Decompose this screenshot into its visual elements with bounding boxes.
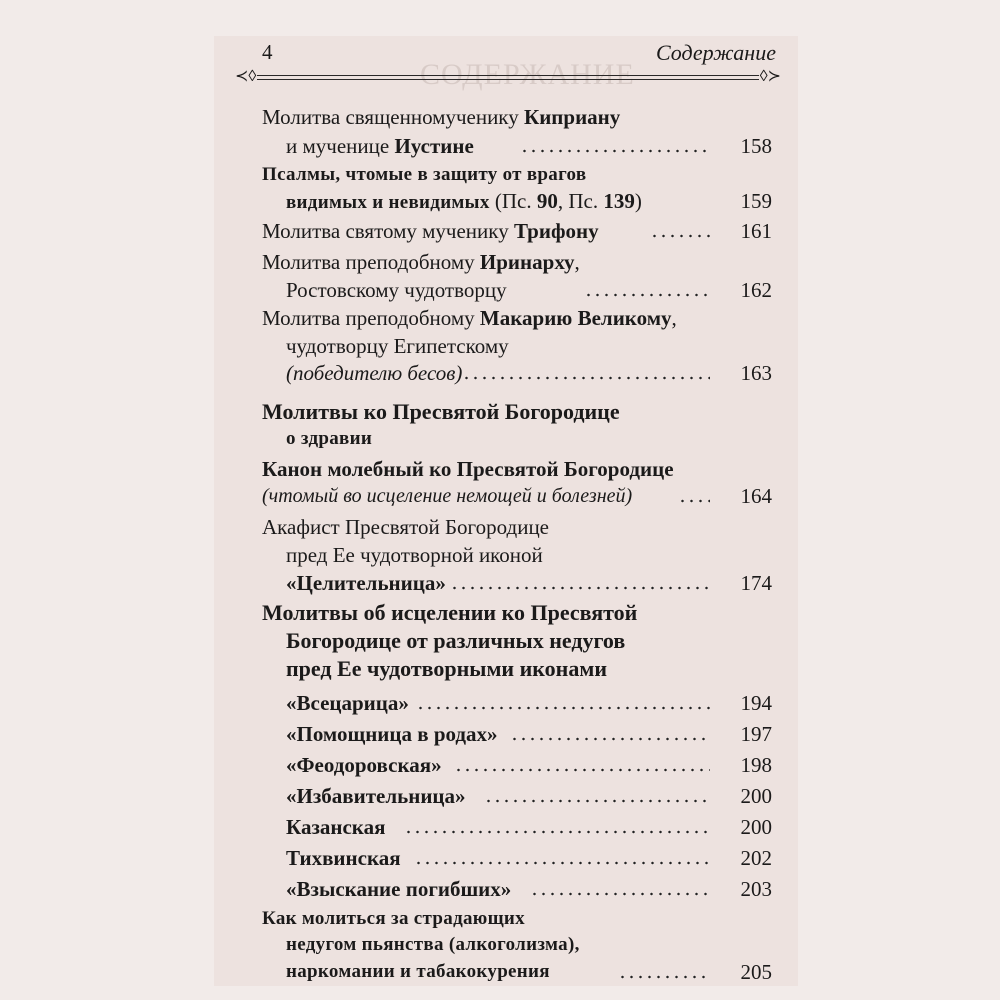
leader-dots — [510, 719, 710, 749]
toc-entry: недугом пьянства (алкоголизма), — [286, 934, 580, 955]
toc-entry: Канон молебный ко Пресвятой Богородице — [262, 457, 674, 481]
leader-dots — [520, 131, 710, 161]
toc-entry: чудотворцу Египетскому — [286, 334, 509, 358]
toc-page-number: 200 — [740, 784, 772, 808]
toc-entry: пред Ее чудотворной иконой — [286, 543, 543, 567]
toc-entry: и мученице Иустине 158 — [0, 131, 1000, 161]
leader-dots — [454, 750, 710, 780]
toc-page-number: 159 — [740, 189, 772, 213]
toc-entry: Псалмы, чтомые в защиту от врагов — [262, 164, 587, 185]
toc-entry: Молитва преподобному Макарию Великому, — [262, 306, 677, 330]
ornament-icon: ◊≻ — [759, 68, 781, 85]
running-title: Содержание — [655, 40, 776, 65]
toc-page-number: 205 — [740, 960, 772, 984]
toc-entry: «Помощница в родах» 197 — [0, 719, 1000, 749]
toc-page-number: 162 — [740, 278, 772, 302]
toc-entry: Ростовскому чудотворцу 162 — [0, 275, 1000, 305]
toc-page-number: 161 — [740, 219, 772, 243]
toc-entry: «Взыскание погибших» 203 — [0, 874, 1000, 904]
ornament-icon: ≺◊ — [235, 68, 257, 85]
toc-entry: Как молиться за страдающих — [262, 908, 525, 929]
leader-dots — [678, 481, 710, 511]
toc-page-number: 198 — [740, 753, 772, 777]
toc-page-number: 163 — [740, 361, 772, 385]
toc-entry: Молитва священномученику Киприану — [262, 105, 621, 129]
toc-page-number: 200 — [740, 815, 772, 839]
leader-dots — [650, 216, 710, 246]
toc-page-number: 202 — [740, 846, 772, 870]
leader-dots — [404, 812, 710, 842]
section-heading: пред Ее чудотворными иконами — [286, 656, 607, 681]
toc-page-number: 164 — [740, 484, 772, 508]
toc-entry: Молитва преподобному Иринарху, — [262, 250, 580, 274]
toc-entry: «Целительница» 174 — [0, 568, 1000, 598]
leader-dots — [450, 568, 710, 598]
toc-entry: «Феодоровская» 198 — [0, 750, 1000, 780]
leader-dots — [462, 358, 710, 388]
leader-dots — [414, 843, 710, 873]
toc-entry: Тихвинская 202 — [0, 843, 1000, 873]
toc-entry: «Избавительница» 200 — [0, 781, 1000, 811]
section-heading: Богородице от различных недугов — [286, 628, 626, 653]
section-heading: Молитвы об исцелении ко Пресвятой — [262, 600, 638, 625]
toc-entry: «Всецарица» 194 — [0, 688, 1000, 718]
page-number: 4 — [262, 40, 273, 64]
toc-entry: Акафист Пресвятой Богородице — [262, 515, 550, 539]
toc-entry: Казанская 200 — [0, 812, 1000, 842]
toc-entry: наркомании и табакокурения 205 — [0, 957, 1000, 987]
toc-page-number: 197 — [740, 722, 772, 746]
leader-dots — [584, 275, 710, 305]
bleed-through-text: СОДЕРЖАНИЕ — [420, 58, 635, 91]
leader-dots — [416, 688, 710, 718]
toc-entry: (победителю бесов) 163 — [0, 358, 1000, 388]
section-heading: о здравии — [286, 428, 373, 449]
toc-entry: (чтомый во исцеление немощей и болезней) 164 — [0, 481, 1000, 511]
leader-dots — [708, 186, 710, 216]
section-heading: Молитвы ко Пресвятой Богородице — [262, 399, 620, 424]
leader-dots — [530, 874, 710, 904]
toc-entry: видимых и невидимых (Пс. 90, Пс. 139) 159 — [0, 186, 1000, 216]
leader-dots — [618, 957, 710, 987]
leader-dots — [484, 781, 710, 811]
toc-page-number: 203 — [740, 877, 772, 901]
toc-entry: Молитва святому мученику Трифону 161 — [0, 216, 1000, 246]
toc-page-number: 194 — [740, 691, 772, 715]
toc-page-number: 158 — [740, 134, 772, 158]
toc-page-number: 174 — [740, 571, 772, 595]
